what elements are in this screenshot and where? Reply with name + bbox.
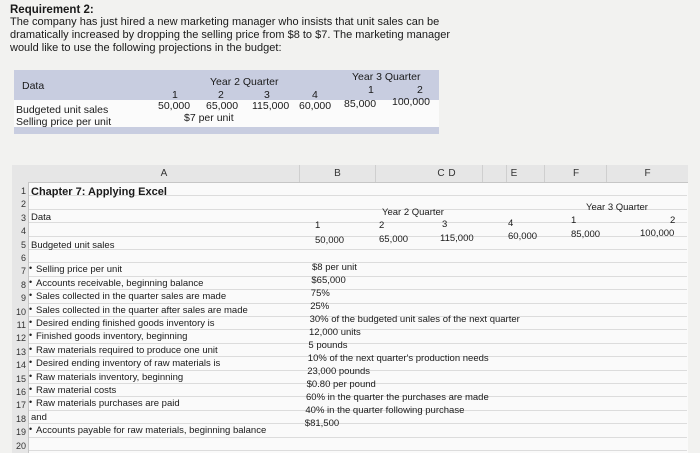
assumption-label[interactable]: Desired ending finished goods inventory is: [36, 318, 215, 329]
assumption-label[interactable]: Raw material costs: [36, 385, 117, 396]
quarter-number: 4: [312, 89, 318, 101]
budgeted-unit-sales-label: Budgeted unit sales: [16, 104, 109, 116]
row-gridline: [29, 249, 687, 250]
row-gridline: [29, 437, 687, 438]
row-number[interactable]: 18: [15, 413, 26, 424]
assumption-value[interactable]: 30% of the budgeted unit sales of the next quarter: [309, 314, 520, 326]
row-gridline: [29, 343, 687, 344]
bullet-icon: •: [29, 384, 33, 394]
unit-sales-value: 60,000: [299, 100, 332, 112]
row-gridline: [29, 262, 687, 263]
selling-price-label: Selling price per unit: [16, 116, 112, 128]
sheet-budgeted-label[interactable]: Budgeted unit sales: [31, 240, 115, 251]
row-gridline: [29, 423, 687, 424]
assumption-value[interactable]: $0.80 per pound: [306, 379, 376, 391]
row-number-column: [12, 182, 29, 453]
assumption-label[interactable]: Selling price per unit: [36, 264, 123, 276]
assumption-label[interactable]: Raw materials required to produce one unit: [36, 344, 218, 356]
column-header-d[interactable]: D: [422, 165, 483, 182]
bullet-icon: •: [29, 343, 33, 354]
assumption-label[interactable]: Raw materials inventory, beginning: [36, 371, 184, 383]
column-header-b[interactable]: B: [300, 165, 376, 182]
assumption-value[interactable]: 23,000 pounds: [307, 366, 371, 378]
row-number[interactable]: 10: [15, 306, 26, 317]
unit-sales-value: 65,000: [206, 100, 239, 112]
sheet-title[interactable]: Chapter 7: Applying Excel: [31, 186, 167, 198]
row-gridline: [29, 222, 687, 223]
assumption-value[interactable]: 12,000 units: [309, 327, 361, 339]
bullet-icon: •: [29, 370, 33, 381]
row-number[interactable]: 19: [15, 427, 26, 438]
bullet-icon: •: [29, 357, 33, 368]
assumption-value[interactable]: 5 pounds: [308, 340, 348, 352]
sheet-data-label[interactable]: Data: [31, 212, 52, 223]
row-number[interactable]: 6: [20, 253, 26, 263]
column-header-e[interactable]: E: [484, 165, 545, 182]
row-gridline: [29, 289, 687, 290]
unit-sales-value: 100,000: [392, 96, 430, 108]
requirement-text: The company has just hired a new marketing manager who insists that unit sales can be dramatically increased by dropping the selling price from $8 to $7. The marketing manager would like to use the following projections in the budget:: [10, 16, 451, 54]
row-number[interactable]: 9: [20, 293, 26, 304]
assumption-label[interactable]: Desired ending inventory of raw materials is: [36, 358, 221, 370]
year3-quarter-header: Year 3 Quarter: [352, 71, 421, 83]
row-number[interactable]: 7: [20, 266, 26, 277]
assumption-label[interactable]: Sales collected in the quarter after sales are made: [36, 304, 248, 316]
sheet-quarter-number[interactable]: 3: [442, 219, 448, 230]
quarter-number: 1: [172, 89, 178, 101]
column-header-a[interactable]: A: [29, 165, 300, 182]
sheet-quarter-number[interactable]: 1: [571, 215, 577, 226]
row-number[interactable]: 15: [15, 373, 26, 384]
quarter-number: 2: [417, 84, 423, 96]
assumption-value[interactable]: $81,500: [304, 418, 340, 430]
spreadsheet[interactable]: [12, 165, 688, 453]
row-number[interactable]: 3: [20, 212, 26, 223]
bullet-icon: •: [29, 330, 33, 341]
assumption-label[interactable]: Raw materials purchases are paid: [36, 398, 180, 410]
row-number[interactable]: 5: [20, 239, 26, 250]
quarter-number: 2: [218, 89, 224, 101]
assumption-label[interactable]: Finished goods inventory, beginning: [36, 331, 188, 343]
row-number[interactable]: 4: [20, 226, 26, 237]
column-header-c[interactable]: C: [376, 165, 507, 182]
year2-quarter-header: Year 2 Quarter: [210, 76, 279, 88]
row-number[interactable]: 17: [15, 400, 26, 411]
unit-sales-value: 115,000: [252, 100, 290, 112]
quarter-number: 3: [264, 89, 270, 101]
row-number[interactable]: 2: [20, 199, 26, 210]
column-header-row: [12, 165, 688, 183]
assumption-label[interactable]: Accounts receivable, beginning balance: [36, 277, 204, 289]
bullet-icon: •: [29, 290, 33, 301]
assumption-label[interactable]: Accounts payable for raw materials, beginning balance: [36, 425, 267, 437]
column-header-f[interactable]: F: [546, 165, 607, 182]
sheet-year2-header[interactable]: Year 2 Quarter: [382, 207, 444, 218]
sheet-unit-sales-value[interactable]: 60,000: [508, 231, 538, 242]
bullet-icon: •: [29, 397, 33, 408]
assumption-value[interactable]: $65,000: [311, 275, 346, 287]
unit-sales-value: 50,000: [158, 100, 191, 112]
assumption-label[interactable]: and: [31, 411, 47, 423]
sheet-unit-sales-value[interactable]: 115,000: [440, 233, 474, 244]
data-label: Data: [22, 80, 45, 92]
projections-footer-band: [14, 127, 439, 134]
sheet-unit-sales-value[interactable]: 85,000: [571, 229, 601, 240]
row-number[interactable]: 13: [15, 346, 26, 357]
assumption-value[interactable]: $8 per unit: [312, 262, 357, 274]
row-gridline: [29, 276, 687, 277]
unit-sales-value: 85,000: [344, 98, 377, 110]
bullet-icon: •: [29, 263, 33, 274]
row-gridline: [29, 450, 687, 451]
sheet-quarter-number[interactable]: 1: [315, 220, 321, 231]
bullet-icon: •: [29, 303, 33, 314]
row-gridline: [29, 303, 687, 304]
column-header-g[interactable]: F: [644, 168, 651, 179]
row-number[interactable]: 8: [20, 279, 26, 290]
assumption-value[interactable]: 10% of the next quarter's production needs: [307, 353, 489, 365]
sheet-year3-header[interactable]: Year 3 Quarter: [586, 202, 648, 213]
sheet-unit-sales-value[interactable]: 100,000: [640, 228, 675, 239]
assumption-value[interactable]: 40% in the quarter following purchase: [305, 405, 465, 417]
bullet-icon: •: [29, 317, 33, 327]
sheet-quarter-number[interactable]: 4: [508, 218, 514, 229]
row-number[interactable]: 20: [15, 440, 26, 451]
assumption-value[interactable]: 25%: [310, 301, 330, 313]
assumption-value[interactable]: 60% in the quarter the purchases are made: [306, 392, 489, 404]
projections-table: [14, 70, 439, 134]
assumption-label[interactable]: Sales collected in the quarter sales are made: [36, 291, 227, 303]
row-number[interactable]: 12: [15, 333, 26, 344]
sheet-unit-sales-value[interactable]: 50,000: [315, 235, 345, 246]
sheet-unit-sales-value[interactable]: 65,000: [379, 234, 409, 245]
selling-price-value: $7 per unit: [184, 112, 234, 124]
row-number[interactable]: 16: [15, 387, 26, 397]
assumption-value[interactable]: 75%: [310, 288, 330, 300]
quarter-number: 1: [368, 84, 374, 96]
row-number[interactable]: 11: [16, 320, 26, 330]
sheet-quarter-number[interactable]: 2: [379, 220, 385, 231]
sheet-quarter-number[interactable]: 2: [670, 215, 676, 226]
requirement-title: Requirement 2:: [10, 4, 94, 16]
row-number[interactable]: 1: [20, 186, 26, 196]
row-number[interactable]: 14: [15, 360, 26, 371]
bullet-icon: •: [29, 276, 33, 287]
bullet-icon: •: [29, 424, 33, 435]
